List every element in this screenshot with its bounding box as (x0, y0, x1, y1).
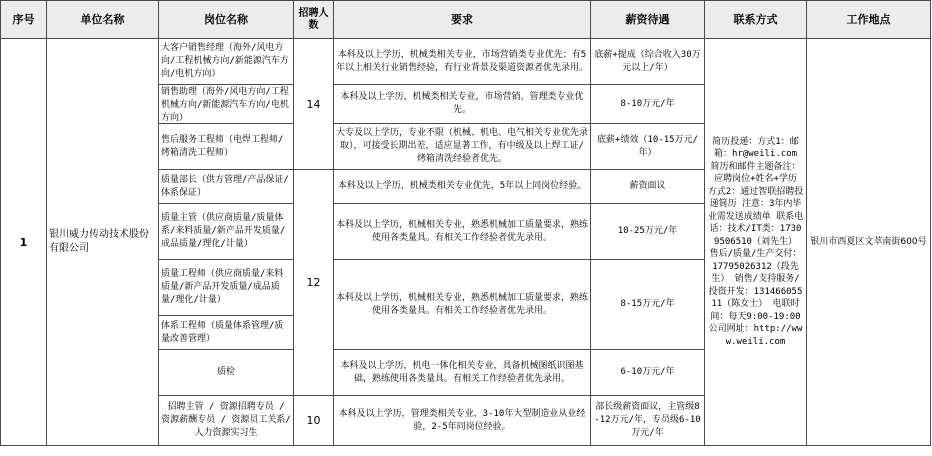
header-index: 序号 (1, 1, 47, 39)
position-text: 招聘主管 / 资源招聘专员 / 资源薪酬专员 / 资源员工关系/人力资源实习生 (161, 402, 291, 438)
requirements-text (334, 124, 591, 170)
table-row (1, 39, 931, 85)
position-name (159, 260, 294, 316)
work-location: 银川市西夏区文萃南街600号 (807, 39, 931, 446)
headcount: 12 (294, 170, 334, 396)
salary-text: 底薪+绩效（10-15万元/年） (591, 124, 705, 170)
salary-text: 6-10万元/年 (591, 350, 705, 396)
position-text: 质量工程师（供应商质量/来料质量/新产品开发质量/成品质量/理化/计量） (161, 269, 284, 305)
position-name (159, 396, 294, 446)
header-salary: 薪资待遇 (591, 1, 705, 39)
requirements-text: 本科及以上学历，机械相关专业，熟悉机械加工质量要求，熟练使用各类量具。有相关工作经验者优先录用。 (334, 260, 591, 350)
position-name: 质量部长（供方管理/产品保证/体系保证） (159, 170, 294, 204)
requirements-text: 本科及以上学历，机械类相关专业优先，5年以上同岗位经验。 (334, 170, 591, 204)
position-text: 质量主管（供应商质量/质量体系/来料质量/新产品开发质量/成品质量/理化/计量） (161, 213, 286, 249)
position-text: 销售助理（海外/风电方向/工程机械方向/新能源汽车方向/电机方向） (161, 87, 289, 122)
salary-inner: 部长级薪资面议，主管级8-12万元/年，专员级6-10万元/年 (594, 402, 701, 438)
header-location: 工作地点 (807, 1, 931, 39)
requirements-text: 本科及以上学历，机械类相关专业，市场营销类专业优先；有5年以上相关行业销售经验，有行业背景及渠道资源者优先录用。 (334, 39, 591, 85)
contact-info: 简历投递：方式1：邮箱：hr@weili.com 简历和邮件主题备注：应聘岗位+姓名+学历 方式2：通过智联招聘投递简历 注意：3年内毕业需发送成绩单 联系电话：技术/IT类：17309506510（刘先生） 售后/质量/生产交付：17795026312（段先生） 销售/支持服务/投资开发：13146605511（陈女士） 电联时间：每天9:00-19:00 公司网址：http://www.weili.com (705, 39, 807, 446)
requirements-text: 本科及以上学历，管理类相关专业，3-10年大型制造业从业经验，2-5年同岗位经验。 (334, 396, 591, 446)
company-name: 银川威力传动技术股份有限公司 (47, 39, 159, 446)
requirements-text: 本科及以上学历，机械类相关专业，市场营销、管理类专业优先。 (334, 85, 591, 124)
salary-text: 薪资面议 (591, 170, 705, 204)
salary-text: 10-25万元/年 (591, 204, 705, 260)
position-text: 大客户销售经理（海外/风电方向/工程机械方向/新能源汽车方向/电机方向） (161, 43, 289, 79)
position-name: 质检 (159, 350, 294, 396)
headcount: 10 (294, 396, 334, 446)
header-company: 单位名称 (47, 1, 159, 39)
position-name (159, 124, 294, 170)
salary-text: 底薪+提成（综合收入30万元以上/年） (591, 39, 705, 85)
requirements-text: 本科及以上学历，机械相关专业，熟悉机械加工质量要求，熟练使用各类量具。有相关工作经验者优先录用。 (334, 204, 591, 260)
position-name: 体系工程师（质量体系管理/质量改善管理） (159, 316, 294, 350)
row-index: 1 (1, 39, 47, 446)
salary-text (591, 396, 705, 446)
position-name (159, 39, 294, 85)
header-requirements: 要求 (334, 1, 591, 39)
requirements-text: 本科及以上学历，机电一体化相关专业，具备机械图纸识图基础，熟练使用各类量具。有相关工作经验者优先录用。 (334, 350, 591, 396)
header-position: 岗位名称 (159, 1, 294, 39)
position-text: 售后服务工程师（电焊工程师/烤箱清洗工程师） (161, 134, 284, 158)
position-name (159, 204, 294, 260)
header-row (1, 1, 931, 39)
header-count: 招聘人数 (294, 1, 334, 39)
headcount: 14 (294, 39, 334, 170)
position-name (159, 85, 294, 124)
requirements-inner: 大专及以上学历，专业不限（机械、机电、电气相关专业优先录取），可接受长期出差，适应显著工作，有中级及以上焊工证/烤箱清洗经验者优先。 (336, 128, 588, 164)
header-contact: 联系方式 (705, 1, 807, 39)
salary-text: 8-15万元/年 (591, 260, 705, 350)
salary-text: 8-10万元/年 (591, 85, 705, 124)
